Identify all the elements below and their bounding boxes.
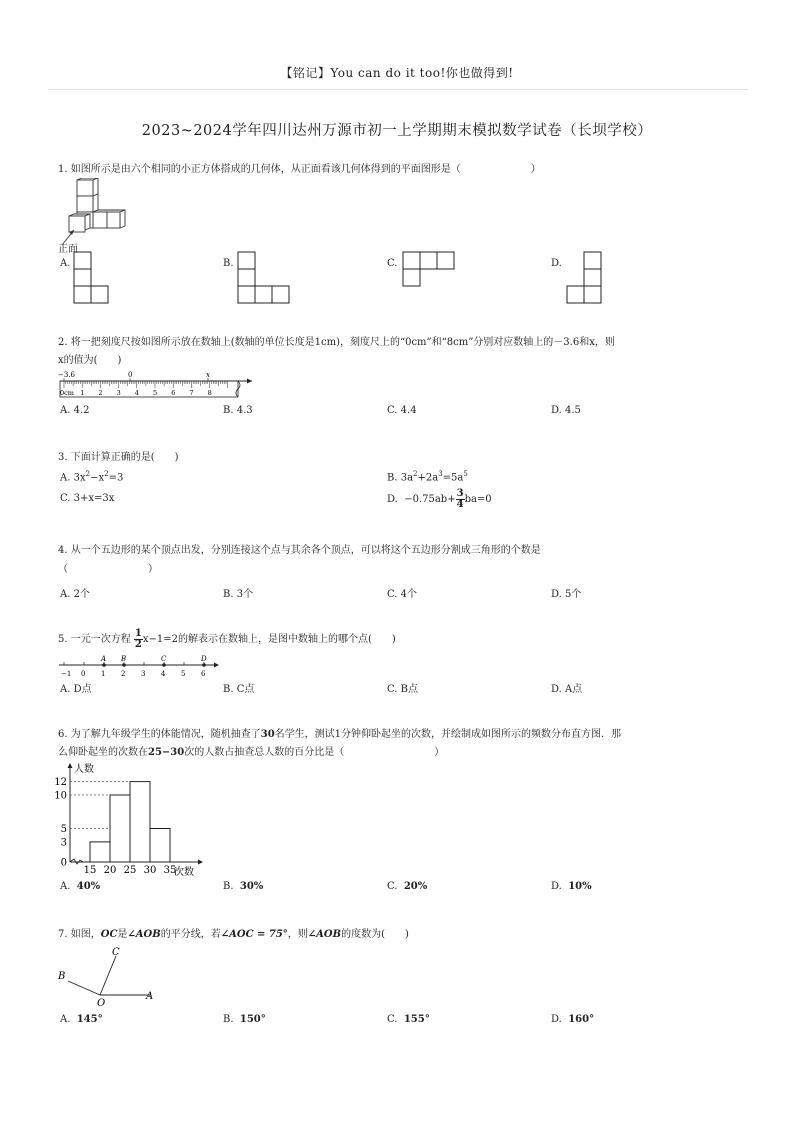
number-line-point-label: A — [101, 655, 107, 663]
q5-text: 5. 一元一次方程 $\frac{1}{2}$ x−1=2的解表示在数轴上，是图中数轴上的哪个点( ) — [58, 628, 396, 650]
ruler-label: 4 — [134, 389, 139, 397]
q1-option-c[interactable]: C. — [387, 258, 398, 269]
histogram-y-tick-label: 10 — [54, 790, 67, 802]
q2-text-line1: 2. 将一把刻度尺按如图所示放在数轴上(数轴的单位长度是1cm)，刻度尺上的“0cm”和“8cm”分别对应数轴上的－3.6和x，则 — [58, 337, 615, 348]
q2-axis-left-label: −3.6 — [58, 371, 75, 379]
q6-option-b[interactable]: B. 30% — [223, 881, 264, 892]
q4-text-line2: （ ） — [58, 564, 158, 575]
q1-option-d-figure — [566, 251, 604, 305]
q3-option-c[interactable]: C. 3+x=3x — [60, 493, 115, 504]
ray-oc — [100, 956, 116, 995]
q4-option-d[interactable]: D. 5个 — [551, 589, 582, 600]
q3-option-b[interactable]: B. $3a^2+2a^3=5a^5$ — [387, 470, 468, 484]
q1-text: 1. 如图所示是由六个相同的小正方体搭成的几何体，从正面看该几何体得到的平面图形是（ ） — [58, 164, 541, 175]
q7-option-a[interactable]: A. 145° — [60, 1014, 103, 1025]
point-o-label: O — [97, 998, 106, 1008]
histogram-y-tick-label: 0 — [60, 857, 67, 869]
histogram-bar — [110, 795, 130, 862]
ruler-label: 3 — [116, 389, 121, 397]
header-divider — [48, 89, 748, 90]
histogram-x-tick-label: 30 — [143, 865, 157, 876]
q1-option-b-figure — [237, 251, 291, 305]
q2-option-c[interactable]: C. 4.4 — [387, 405, 417, 416]
histogram-x-arrow-icon — [198, 860, 203, 865]
number-line-tick-label: 0 — [81, 670, 86, 678]
q6-histogram — [54, 758, 214, 882]
q5-number-line — [56, 652, 224, 680]
q3-option-a[interactable]: A. $3x^2-x^2=3$ — [60, 470, 124, 484]
histogram-bar — [130, 782, 150, 862]
q5-option-c[interactable]: C. B点 — [387, 684, 419, 695]
q1-option-a[interactable]: A. — [60, 258, 71, 269]
histogram-x-tick-label: 35 — [163, 865, 177, 876]
q4-option-a[interactable]: A. 2个 — [60, 589, 90, 600]
q2-axis-zero-label: 0 — [128, 371, 133, 379]
number-line-point — [202, 663, 206, 667]
point-c-label: C — [112, 947, 120, 958]
q5-option-b[interactable]: B. C点 — [223, 684, 255, 695]
q6-option-d[interactable]: D. 10% — [551, 881, 592, 892]
q5-option-a[interactable]: A. D点 — [60, 684, 92, 695]
q1-front-label: 正面 — [58, 244, 78, 255]
q2-option-b[interactable]: B. 4.3 — [223, 405, 253, 416]
q7-option-d[interactable]: D. 160° — [551, 1014, 595, 1025]
q6-text-line2: 么仰卧起坐的次数在25−30次的人数占抽查总人数的百分比是（ ） — [58, 747, 445, 758]
ruler-label: 1 — [80, 389, 85, 397]
q1-option-a-figure — [73, 251, 111, 305]
q6-option-c[interactable]: C. 20% — [387, 881, 428, 892]
number-line-tick-label: 4 — [161, 670, 166, 678]
number-line-point-label: B — [121, 655, 127, 663]
number-line-tick-label: −1 — [61, 670, 72, 678]
ruler-label: 8 — [207, 389, 212, 397]
q3-option-d[interactable]: D. −0.75ab+ $\frac{3}{4}$ ba=0 — [387, 488, 492, 510]
exam-title: 2023~2024学年四川达州万源市初一上学期期末模拟数学试卷（长坝学校） — [141, 123, 653, 139]
number-line-point — [102, 663, 106, 667]
number-line-tick-label: 2 — [121, 670, 126, 678]
ruler-label: 7 — [189, 389, 194, 397]
q4-text-line1: 4. 从一个五边形的某个顶点出发，分别连接这个点与其余各个顶点，可以将这个五边形分割成三角形的个数是 — [58, 545, 541, 556]
histogram-y-axis-label: 人数 — [74, 764, 94, 775]
histogram-x-axis-label: 次数 — [174, 867, 194, 878]
histogram-x-tick-label: 15 — [83, 865, 97, 876]
histogram-y-tick-label: 3 — [60, 837, 67, 849]
q3-text: 3. 下面计算正确的是( ) — [58, 452, 179, 463]
q2-text-line2: x的值为( ) — [58, 355, 122, 366]
histogram-x-tick-label: 25 — [123, 865, 137, 876]
q2-ruler-figure — [56, 368, 256, 404]
number-line-point — [162, 663, 166, 667]
q2-option-a[interactable]: A. 4.2 — [60, 405, 90, 416]
q4-option-c[interactable]: C. 4个 — [387, 589, 418, 600]
number-line-tick-label: 6 — [201, 670, 206, 678]
q1-option-b[interactable]: B. — [223, 258, 234, 269]
q5-option-d[interactable]: D. A点 — [551, 684, 583, 695]
q6-text-line1: 6. 为了解九年级学生的体能情况，随机抽查了30名学生，测试1分钟仰卧起坐的次数，并绘制成如图所示的频数分布直方图．那 — [58, 729, 622, 740]
number-line-tick-label: 1 — [101, 670, 106, 678]
point-b-label: B — [58, 971, 66, 982]
q2-axis-x-label: x — [206, 371, 210, 379]
histogram-y-arrow-icon — [68, 763, 73, 768]
q7-option-b[interactable]: B. 150° — [223, 1014, 266, 1025]
q6-option-a[interactable]: A. 40% — [60, 881, 101, 892]
histogram-x-tick-label: 20 — [103, 865, 117, 876]
q1-option-c-figure — [402, 251, 458, 289]
histogram-y-tick-label: 5 — [60, 824, 67, 835]
number-line-point-label: D — [201, 655, 207, 663]
q7-text: 7. 如图，OC是∠AOB的平分线，若∠AOC = 75°，则∠AOB的度数为( ) — [58, 929, 409, 940]
number-line-point — [122, 663, 126, 667]
ruler-label: 2 — [98, 389, 103, 397]
number-line-tick-label: 3 — [141, 670, 146, 678]
histogram-bar — [150, 829, 170, 863]
q7-option-c[interactable]: C. 155° — [387, 1014, 430, 1025]
histogram-y-tick-label: 12 — [54, 777, 67, 789]
point-a-label: A — [146, 991, 154, 1002]
q2-option-d[interactable]: D. 4.5 — [551, 405, 581, 416]
number-line-point-label: C — [161, 655, 167, 663]
ruler-label: 0cm — [60, 389, 74, 397]
ray-ob — [68, 981, 100, 995]
q1-option-d[interactable]: D. — [551, 258, 562, 269]
ruler-label: 6 — [171, 389, 176, 397]
ruler-label: 5 — [153, 389, 158, 397]
number-line-tick-label: 5 — [181, 670, 186, 678]
q7-angle-figure — [54, 944, 164, 1008]
q4-option-b[interactable]: B. 3个 — [223, 589, 254, 600]
page-header: 【铭记】You can do it too!你也做得到! — [280, 66, 514, 80]
histogram-bar — [90, 842, 110, 862]
